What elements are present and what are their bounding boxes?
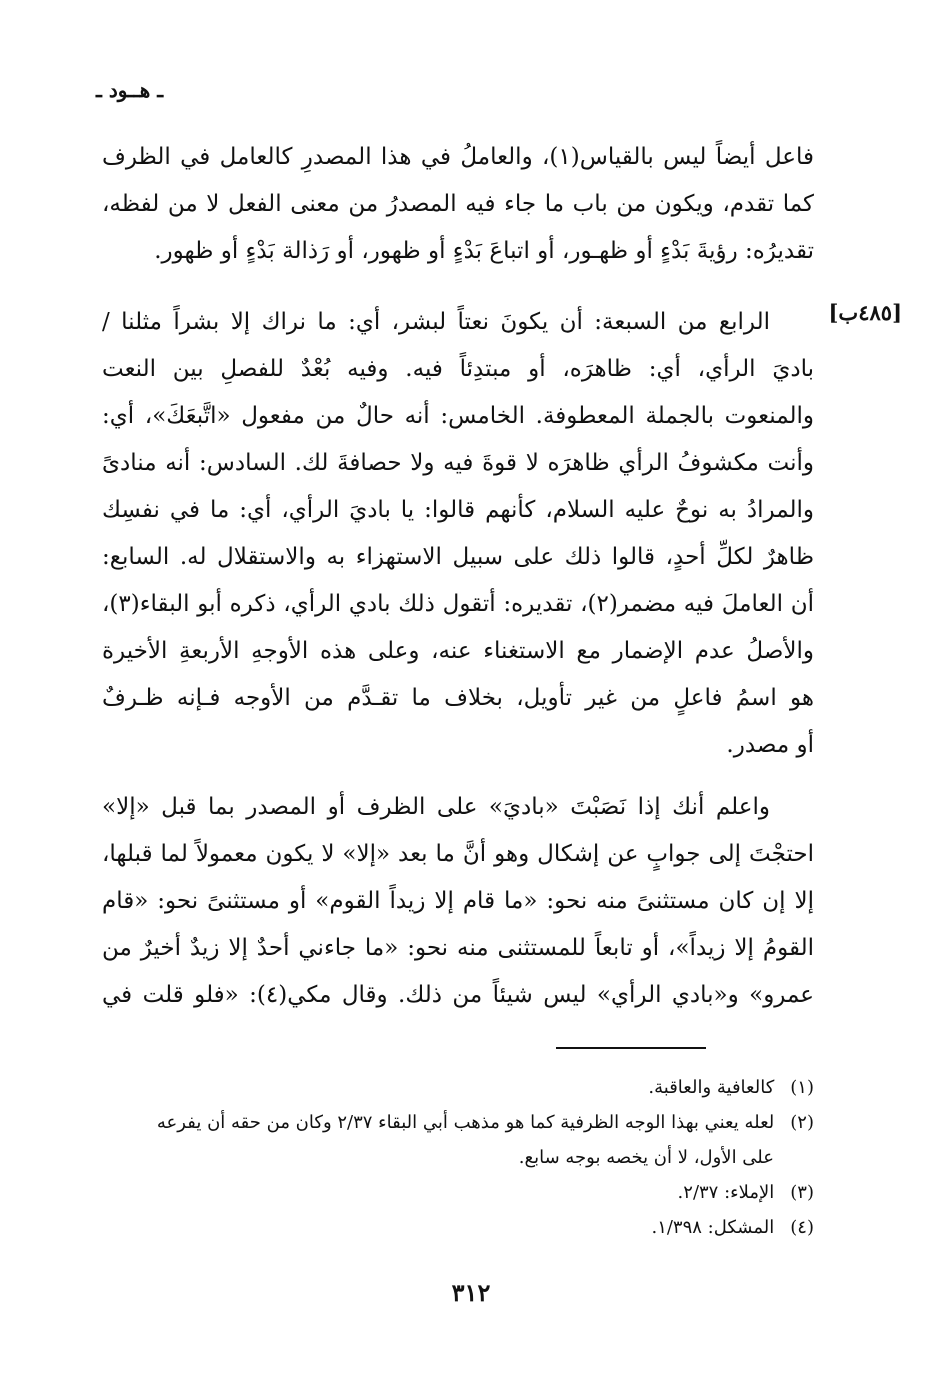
text-line: احتجْتَ إلى جوابٍ عن إشكال وهو أنَّ ما بعد «إلا» لا يكون معمولاً لما قبلها، bbox=[102, 841, 814, 867]
running-header: ـ هــود ـ bbox=[96, 78, 164, 102]
footnote-number: (١) bbox=[790, 1077, 814, 1098]
text-line: والمنعوت بالجملة المعطوفة. الخامس: أنه حالٌ من مفعول «اتَّبعَكَ»، أي: bbox=[102, 403, 814, 429]
footnote-text: كالعافية والعاقبة. bbox=[648, 1077, 775, 1098]
text-line: فاعل أيضاً ليس بالقياس(١)، والعاملُ في هذا المصدرِ كالعامل في الظرف bbox=[102, 144, 814, 170]
text-line: والمرادُ به نوحٌ عليه السلام، كأنهم قالوا: يا باديَ الرأي، أي: ما في نفسِك bbox=[102, 497, 814, 523]
text-line: تقديرُه: رؤيةَ بَدْءٍ أو ظهـور، أو اتباعَ بَدْءٍ أو ظهور، أو رَذالة بَدْءٍ أو ظهور. bbox=[154, 238, 814, 264]
footnote-2-continuation bbox=[102, 1140, 814, 1175]
text-line: أن العاملَ فيه مضمر(٢)، تقديره: أتقول ذلك بادي الرأي، ذكره أبو البقاء(٣)، bbox=[102, 591, 814, 617]
text-line: واعلم أنك إذا نَصَبْتَ «باديَ» على الظرف أو المصدر بما قبل «إلا» bbox=[102, 794, 770, 820]
footnote-number: (٢) bbox=[790, 1112, 814, 1133]
text-line: إلا إن كان مستثنىً منه نحو: «ما قام إلا زيداً القوم» أو مستثنىً نحو: «قام bbox=[102, 888, 814, 914]
footnote-text: لعله يعني بهذا الوجه الظرفية كما هو مذهب أبي البقاء ٢/٣٧ وكان من حقه أن يفرعه bbox=[156, 1112, 775, 1133]
text-line: والأصلُ عدم الإضمار مع الاستغناء عنه، وعلى هذه الأوجهِ الأربعةِ الأخيرة bbox=[102, 638, 814, 664]
footnote-number: (٤) bbox=[790, 1217, 814, 1238]
text-line: وأنت مكشوفُ الرأي ظاهرَه لا قوةَ فيه ولا حصافةَ لك. السادس: أنه منادىً bbox=[102, 450, 814, 476]
text-line: القومُ إلا زيداً»، أو تابعاً للمستثنى منه نحو: «ما جاءني أحدٌ إلا زيدٌ أخيرٌ من bbox=[102, 935, 814, 961]
manuscript-folio-marker: [٤٨٥ب] bbox=[828, 300, 902, 325]
text-line: الرابع من السبعة: أن يكونَ نعتاً لبشر، أي: ما نراك إلا بشراً مثلنا / bbox=[102, 309, 770, 335]
footnote-text: المشكل: ١/٣٩٨. bbox=[651, 1217, 775, 1238]
text-line: أو مصدر. bbox=[726, 732, 814, 758]
footnotes bbox=[102, 1070, 814, 1245]
footnote-number: (٣) bbox=[790, 1182, 814, 1203]
footnote-4 bbox=[102, 1210, 814, 1245]
text-line: ظاهرٌ لكلِّ أحدٍ، قالوا ذلك على سبيل الاستهزاء به والاستقلال له. السابع: bbox=[102, 544, 814, 570]
text-line: عمرو» و«بادي الرأي» ليس شيئاً من ذلك. وقال مكي(٤): «فلو قلت في bbox=[102, 982, 814, 1008]
footnote-3 bbox=[102, 1175, 814, 1210]
paragraph-2 bbox=[102, 299, 814, 769]
page-number: ٣١٢ bbox=[451, 1278, 491, 1307]
text-line: هو اسمُ فاعلٍ من غير تأويل، بخلاف ما تقـدَّم من الأوجه فـإنه ظـرفٌ bbox=[102, 685, 814, 711]
paragraph-1 bbox=[102, 134, 814, 275]
footnote-text: الإملاء: ٢/٣٧. bbox=[677, 1182, 775, 1203]
text-line: كما تقدم، ويكون من باب ما جاء فيه المصدرُ من معنى الفعل لا من لفظه، bbox=[102, 191, 814, 217]
text-line: باديَ الرأي، أي: ظاهرَه، أو مبتدِئاً فيه. وفيه بُعْدٌ للفصلِ بين النعت bbox=[102, 356, 814, 382]
footnote-1 bbox=[102, 1070, 814, 1105]
footnote-text: على الأول، لا أن يخصه بوجه سابع. bbox=[518, 1147, 774, 1168]
footnote-divider bbox=[556, 1047, 706, 1049]
footnote-2 bbox=[102, 1105, 814, 1140]
paragraph-3 bbox=[102, 784, 814, 1019]
